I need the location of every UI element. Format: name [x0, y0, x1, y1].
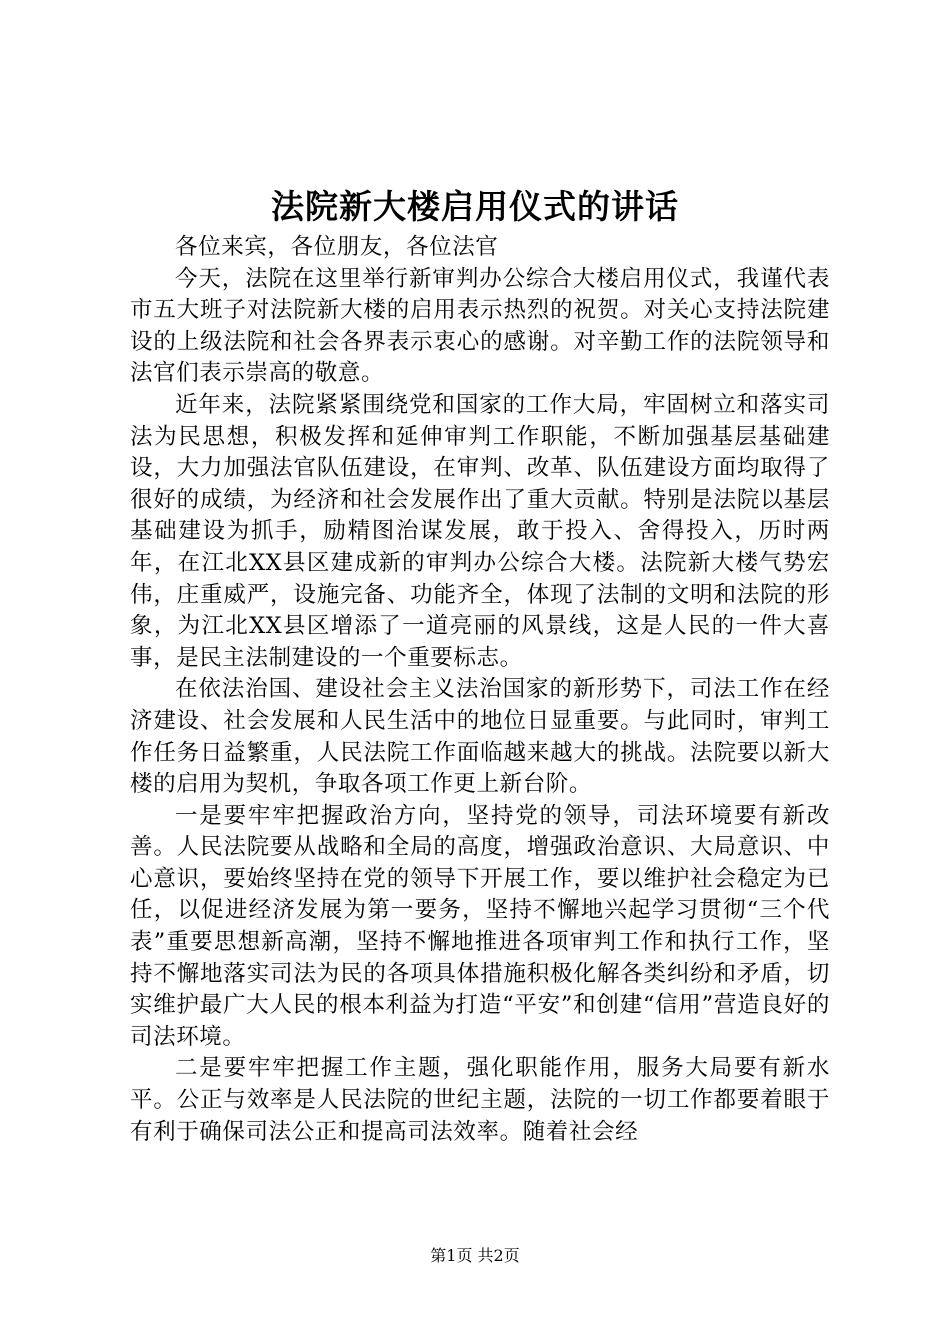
- paragraph: 二是要牢牢把握工作主题，强化职能作用，服务大局要有新水平。公正与效率是人民法院的世纪主题，法院的一切工作都要着眼于有利于确保司法公正和提高司法效率。随着社会经: [130, 1055, 830, 1145]
- paragraph-salutation: 各位来宾，各位朋友，各位法官: [175, 234, 499, 260]
- paragraph: 一是要牢牢把握政治方向，坚持党的领导，司法环境要有新改善。人民法院要从战略和全局的高度，增强政治意识、大局意识、中心意识，要始终坚持在党的领导下开展工作，要以维护社会稳定为已任，以促进经济发展为第一要务，坚持不懈地兴起学习贯彻“三个代表”重要思想新高潮，坚持不懈地推进各项审判工作和执行工作，坚持不懈地落实司法为民的各项具体措施积极化解各类纠纷和矛盾，切实维护最广大人民的根本利益为打造“平安”和创建“信用”营造良好的司法环境。: [130, 802, 830, 1050]
- paragraph: 在依法治国、建设社会主义法治国家的新形势下，司法工作在经济建设、社会发展和人民生活中的地位日显重要。与此同时，审判工作任务日益繁重，人民法院工作面临越来越大的挑战。法院要以新大楼的启用为契机，争取各项工作更上新台阶。: [130, 676, 830, 798]
- page-footer: 第1页 共2页: [430, 1246, 520, 1265]
- paragraph: 今天，法院在这里举行新审判办公综合大楼启用仪式，我谨代表市五大班子对法院新大楼的启用表示热烈的祝贺。对关心支持法院建设的上级法院和社会各界表示衷心的感谢。对辛勤工作的法院领导和法官们表示崇高的敬意。: [130, 265, 830, 387]
- paragraph: 近年来，法院紧紧围绕党和国家的工作大局，牢固树立和落实司法为民思想，积极发挥和延伸审判工作职能，不断加强基层基础建设，大力加强法官队伍建设，在审判、改革、队伍建设方面均取得了很好的成绩，为经济和社会发展作出了重大贡献。特别是法院以基层基础建设为抓手，励精图治谋发展，敢于投入、舍得投入，历时两年，在江北XX县区建成新的审判办公综合大楼。法院新大楼气势宏伟，庄重威严，设施完备、功能齐全，体现了法制的文明和法院的形象，为江北XX县区增添了一道亮丽的风景线，这是人民的一件大喜事，是民主法制建设的一个重要标志。: [130, 391, 830, 671]
- document-title: 法院新大楼启用仪式的讲话: [271, 187, 679, 226]
- document-body: [130, 232, 830, 1148]
